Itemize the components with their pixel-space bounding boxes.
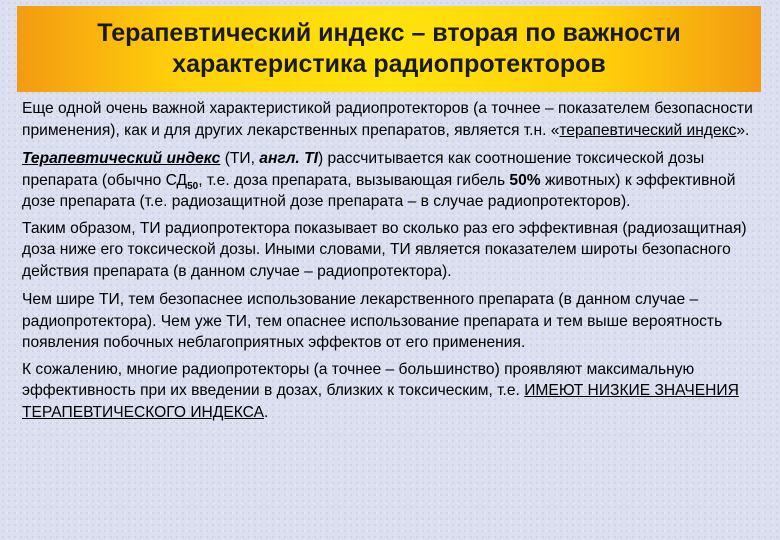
term-definition-heading: Терапевтический индекс bbox=[22, 150, 221, 167]
text-run: животных) к эффективной дозе препарата (т.е. радиозащитной дозе препарата – в случае радиопротекторов). bbox=[22, 171, 736, 210]
text-run: К сожалению, многие радиопротекторы (а точнее – большинство) проявляют максимальную эффективность при их введении в дозах, близких к токсическим, т.е. bbox=[22, 360, 695, 399]
slide-title-banner bbox=[17, 6, 761, 92]
text-run: ) рассчитывается как соотношение токсической дозы препарата (обычно СД bbox=[22, 150, 705, 189]
text-run: (ТИ, bbox=[220, 150, 260, 167]
text-run: ». bbox=[736, 121, 750, 139]
text-run: Еще одной очень важной характеристикой радиопротекторов (а точнее – показателем безопасности применения), как и для других лекарственных препаратов, является т.н. « bbox=[22, 100, 753, 139]
paragraph-meaning: Таким образом, ТИ радиопротектора показывает во сколько раз его эффективная (радиозащитная) доза ниже его токсической дозы. Иными словами, ТИ является показателем широты безопасного действия препарата (в данном случае – радиопротектора). bbox=[22, 219, 747, 280]
slide-title-line-2: характеристика радиопротекторов bbox=[172, 50, 606, 78]
slide-body bbox=[22, 98, 762, 428]
subscript-50: 50 bbox=[187, 180, 199, 192]
paragraph-intro bbox=[22, 98, 762, 141]
text-run: . bbox=[264, 403, 269, 421]
text-run: , т.е. доза препарата, вызывающая гибель bbox=[198, 171, 510, 189]
conclusion-caps: ИМЕЮТ НИЗКИЕ ЗНАЧЕНИЯ ТЕРАПЕВТИЧЕСКОГО ИНДЕКСА bbox=[22, 382, 739, 421]
english-abbreviation: англ. TI bbox=[259, 150, 318, 167]
slide-title-line-1: Терапевтический индекс – вторая по важности bbox=[97, 19, 681, 47]
term-therapeutic-index: терапевтический индекс bbox=[559, 121, 737, 139]
paragraph-width: Чем шире ТИ, тем безопаснее использование лекарственного препарата (в данном случае – радиопротектора). Чем уже ТИ, тем опаснее использование препарата и тем выше вероятность появления побочных неблагоприятных эффектов от его применения. bbox=[22, 291, 723, 351]
paragraph-conclusion bbox=[22, 359, 762, 424]
bold-percent: 50% bbox=[509, 171, 541, 189]
paragraph-definition bbox=[22, 148, 762, 213]
